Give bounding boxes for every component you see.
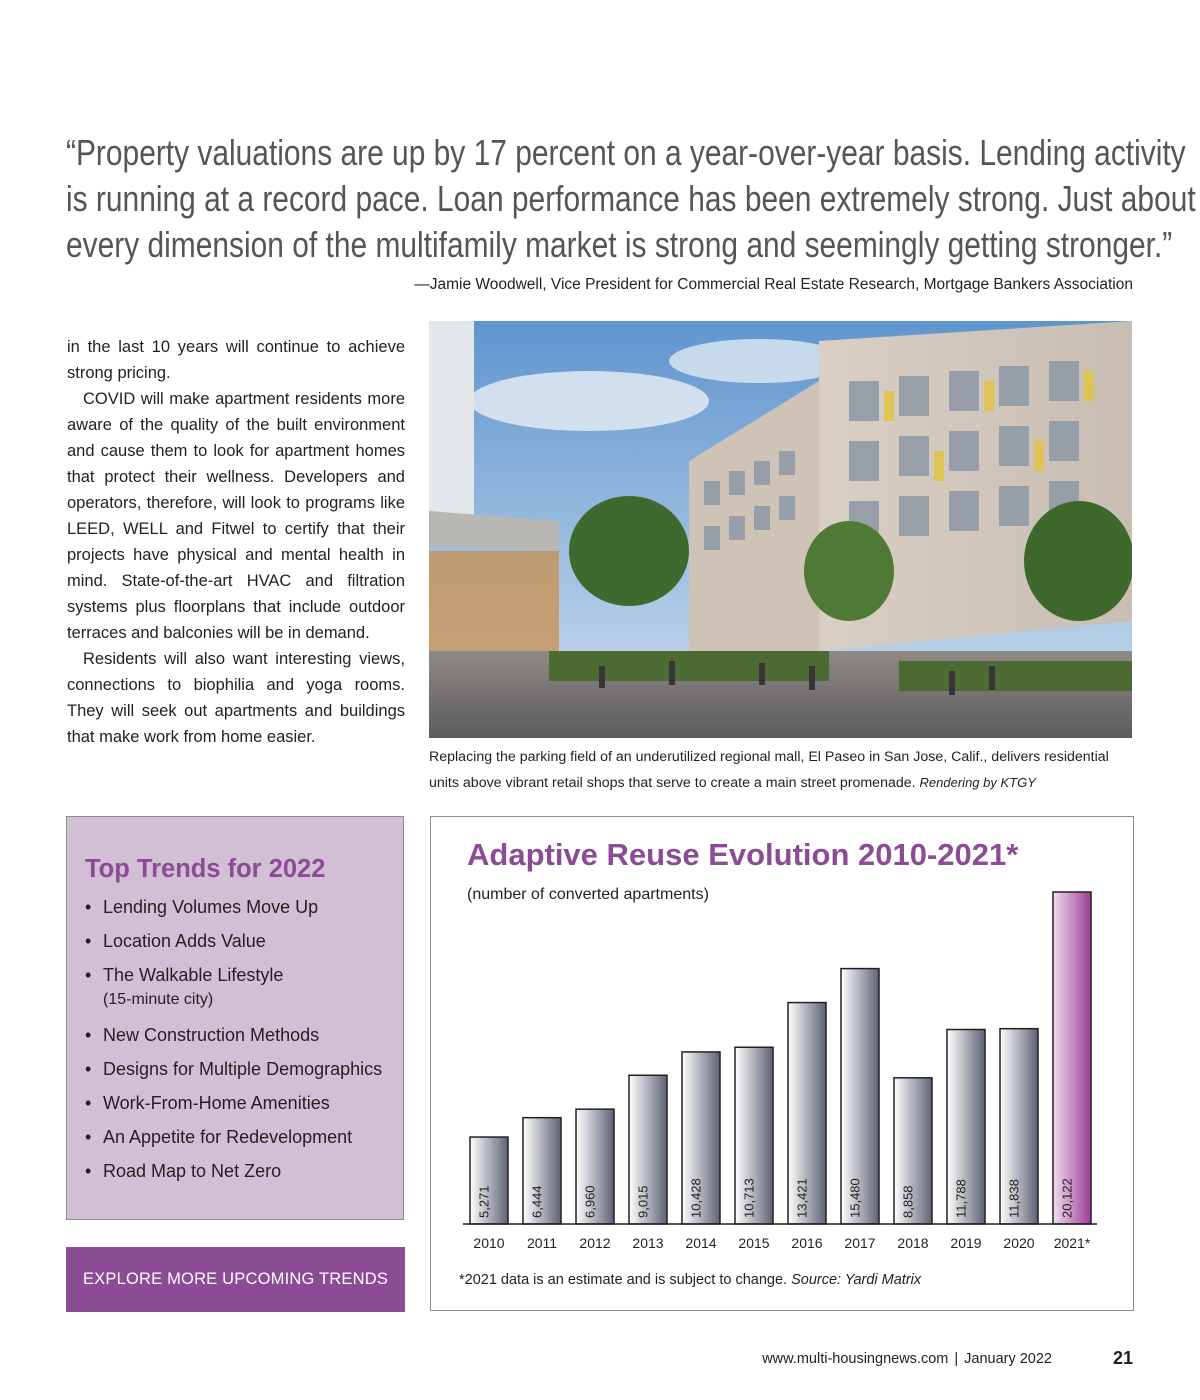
trend-item (85, 963, 382, 1013)
bar-value-label: 5,271 (476, 1185, 492, 1218)
adaptive-reuse-chart (430, 816, 1134, 1311)
pull-quote-line: is running at a record pace. Loan performance has been extremely strong. Just about (66, 178, 1196, 219)
bullet-icon: • (85, 965, 92, 985)
chart-source: Source: Yardi Matrix (791, 1272, 922, 1288)
chart-footnote (459, 1272, 921, 1288)
x-tick-label: 2017 (844, 1235, 876, 1251)
bar-value-label: 6,444 (529, 1185, 545, 1218)
footer-site: www.multi-housingnews.com (762, 1351, 949, 1367)
footer-info (762, 1351, 1052, 1367)
bullet-icon: • (85, 897, 92, 917)
bar-value-label: 11,788 (953, 1179, 969, 1218)
trend-item (85, 929, 382, 953)
quote-attribution: —Jamie Woodwell, Vice President for Commercial Real Estate Research, Mortgage Bankers Association (414, 276, 1133, 293)
bar-value-label: 15,480 (847, 1178, 863, 1218)
chart-note-text: *2021 data is an estimate and is subject to change. (459, 1272, 788, 1288)
body-paragraph: Residents will also want interesting views, connections to biophilia and yoga rooms. They will seek out apartments and buildings that make work from home easier. (67, 650, 405, 746)
bullet-icon: • (85, 1093, 92, 1113)
bullet-icon: • (85, 1161, 92, 1181)
bar-value-label: 11,838 (1006, 1179, 1022, 1218)
pull-quote-line: every dimension of the multifamily market is strong and seemingly getting stronger.” (66, 224, 1173, 265)
pull-quote-line: “Property valuations are up by 17 percent on a year-over-year basis. Lending activity (66, 132, 1186, 173)
trend-label: New Construction Methods (103, 1025, 320, 1045)
trend-item (85, 1057, 382, 1081)
trend-sublabel: (15-minute city) (103, 991, 214, 1008)
x-tick-label: 2016 (791, 1235, 823, 1251)
x-tick-label: 2015 (738, 1235, 770, 1251)
bar-value-label: 20,122 (1059, 1178, 1075, 1218)
chart-subtitle: (number of converted apartments) (467, 886, 709, 903)
chart-bar (1053, 892, 1091, 1224)
trends-list (85, 895, 382, 1193)
body-paragraph: in the last 10 years will continue to achieve strong pricing. (67, 338, 405, 382)
photo-credit: Rendering by KTGY (919, 775, 1036, 790)
top-trends-box (66, 816, 404, 1220)
x-tick-label: 2021* (1053, 1235, 1091, 1251)
bullet-icon: • (85, 1127, 92, 1147)
x-tick-label: 2014 (685, 1235, 717, 1251)
trend-label: Road Map to Net Zero (103, 1161, 282, 1181)
caption-text: Replacing the parking field of an underutilized regional mall, El Paseo in San Jose, Calif., delivers residential units above vibrant retail shops that serve to create a main street promenade. (429, 749, 1109, 791)
explore-trends-button[interactable]: EXPLORE MORE UPCOMING TRENDS (66, 1247, 405, 1312)
bar-value-label: 6,960 (582, 1185, 598, 1218)
building-rendering-image (429, 321, 1132, 738)
x-tick-label: 2013 (632, 1235, 664, 1251)
body-paragraph: COVID will make apartment residents more aware of the quality of the built environment and cause them to look for apartment homes that protect their wellness. Developers and operators, therefore, will look to programs like LEED, WELL and Fitwel to certify that their projects have physical and mental health in mind. State-of-the-art HVAC and filtration systems plus floorplans that include outdoor terraces and balconies will be in demand. (67, 390, 405, 642)
trend-label: An Appetite for Redevelopment (103, 1127, 353, 1147)
trend-item (85, 1023, 382, 1047)
footer-separator: | (954, 1351, 959, 1367)
trend-label: Designs for Multiple Demographics (103, 1059, 383, 1079)
trend-label: The Walkable Lifestyle (103, 965, 284, 985)
trend-item (85, 1091, 382, 1115)
x-tick-label: 2010 (473, 1235, 505, 1251)
x-tick-label: 2012 (579, 1235, 611, 1251)
x-tick-label: 2020 (1003, 1235, 1035, 1251)
x-tick-label: 2018 (897, 1235, 929, 1251)
bar-value-label: 10,713 (741, 1178, 757, 1218)
x-tick-label: 2019 (950, 1235, 982, 1251)
trend-label: Lending Volumes Move Up (103, 897, 319, 917)
trend-item (85, 1159, 382, 1183)
bar-value-label: 10,428 (688, 1178, 704, 1218)
bullet-icon: • (85, 1025, 92, 1045)
page-number: 21 (1112, 1348, 1133, 1368)
pull-quote (66, 130, 1196, 268)
trend-item (85, 1125, 382, 1149)
photo-caption (429, 744, 1139, 796)
chart-title: Adaptive Reuse Evolution 2010-2021* (467, 837, 1019, 872)
bar-value-label: 9,015 (635, 1185, 651, 1218)
article-body (67, 334, 405, 750)
trend-label: Work-From-Home Amenities (103, 1093, 330, 1113)
bullet-icon: • (85, 1059, 92, 1079)
trends-title: Top Trends for 2022 (85, 855, 326, 883)
bar-value-label: 13,421 (794, 1178, 810, 1218)
trend-item (85, 895, 382, 919)
chart-plot (431, 817, 1135, 1312)
x-tick-label: 2011 (526, 1235, 558, 1251)
footer-issue: January 2022 (964, 1351, 1052, 1367)
trend-label: Location Adds Value (103, 931, 266, 951)
bar-value-label: 8,858 (900, 1185, 916, 1218)
bullet-icon: • (85, 931, 92, 951)
